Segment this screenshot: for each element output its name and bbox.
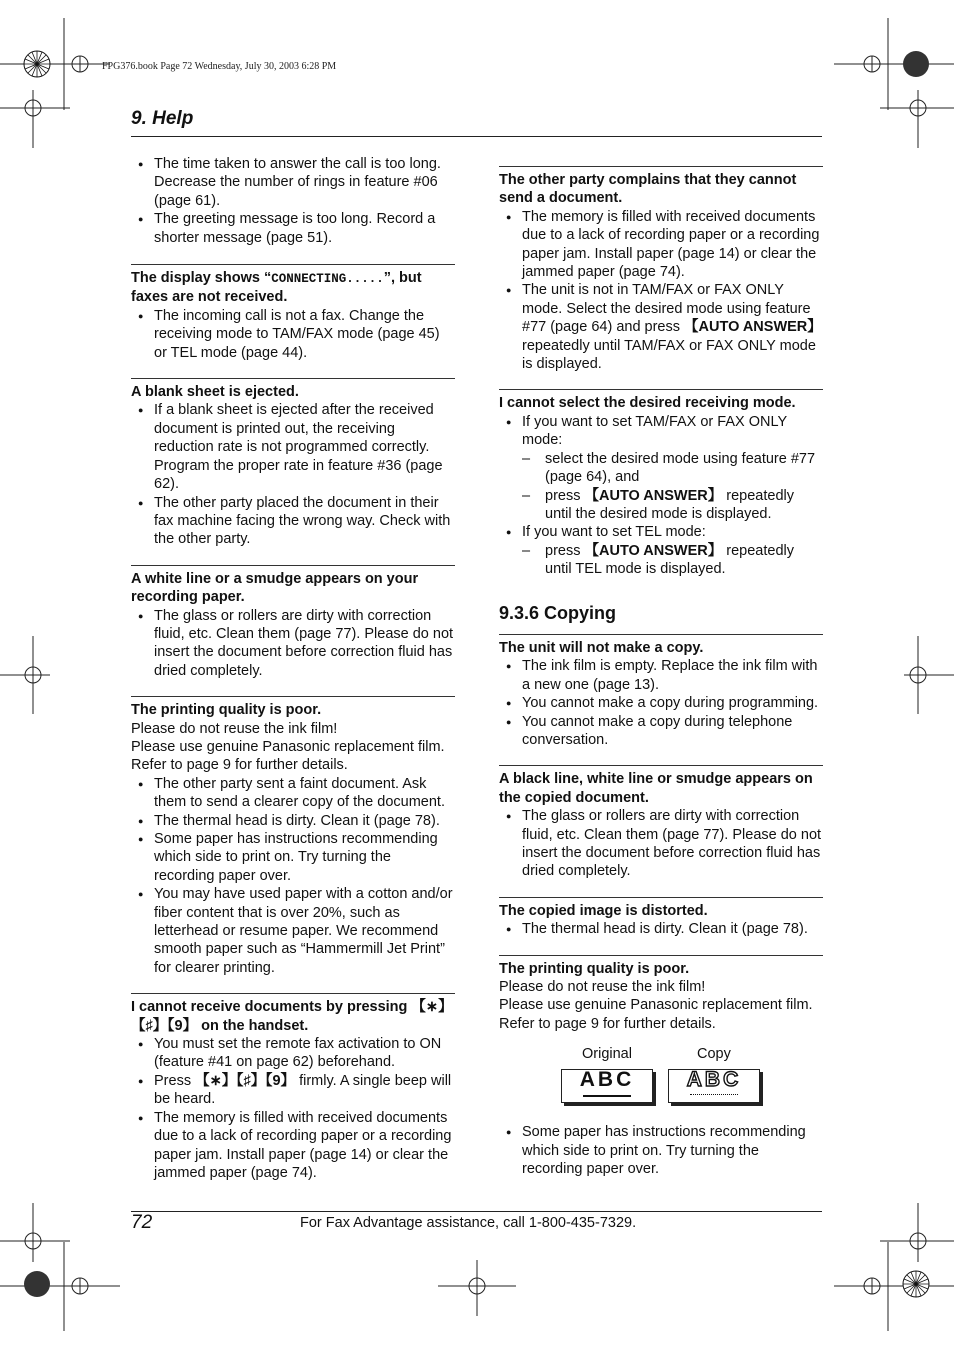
list-item: [131, 1072, 455, 1109]
key-label: 【∗】【♯】【9】: [195, 1072, 296, 1089]
footer-assistance: For Fax Advantage assistance, call 1-800-435-7329.: [300, 1215, 637, 1231]
list-item: ● Some paper has instructions recommending which side to print on. Try turning the recording paper over.: [499, 1123, 823, 1178]
copy-quality-section: [499, 955, 823, 1179]
text-part: press: [545, 487, 585, 504]
text-part: repeatedly until the desired mode is displayed.: [545, 487, 794, 522]
text-part: The unit is not in TAM/FAX or FAX ONLY mode. Select the desired mode using feature #77 (page 64) and press: [522, 282, 811, 336]
list-item: ● The thermal head is dirty. Clean it (page 78).: [499, 920, 823, 938]
copying-heading: 9.3.6 Copying: [499, 602, 617, 623]
distorted-bullets: [499, 920, 823, 938]
list-item: ● The glass or rollers are dirty with correction fluid, etc. Clean them (page 77). Please do not insert the document before correction fluid has dried completely.: [499, 807, 823, 881]
list-item: ● If a blank sheet is ejected after the received document is printed out, the receiving reduction rate is not programmed correctly. Program the proper rate in feature #36 (page 62).: [131, 401, 455, 493]
list-item: ● The glass or rollers are dirty with correction fluid, etc. Clean them (page 77). Please do not insert the document before correction fluid has dried completely.: [131, 607, 455, 681]
whiteline-section: [131, 565, 455, 680]
sample-copy-box: [668, 1069, 760, 1103]
paragraph: Please use genuine Panasonic replacement film. Refer to page 9 for further details.: [131, 738, 445, 774]
blank-section: [131, 378, 455, 549]
sample-original-text: ABC: [579, 1068, 635, 1092]
header-rule: [131, 136, 822, 137]
section-title: The printing quality is poor.: [499, 960, 690, 977]
handset-bullets: [131, 1035, 455, 1182]
list-item: ● You cannot make a copy during telephone conversation.: [499, 713, 823, 750]
dash-item: [522, 487, 823, 524]
black-line-section: [499, 765, 823, 880]
quality-section: [131, 696, 455, 977]
dash-item: [522, 542, 823, 579]
receiving-mode-section: [499, 389, 823, 578]
no-copy-section: [499, 634, 823, 749]
sample-original-box: [561, 1069, 653, 1103]
list-item: ● The other party placed the document in their fax machine facing the wrong way. Check with the other party.: [131, 494, 455, 549]
section-title: I cannot receive documents by pressing 【∗】【♯】【9】 on the handset.: [131, 999, 453, 1034]
cannot-send-bullets: [499, 208, 823, 374]
sample-original-label: Original: [582, 1046, 632, 1063]
list-item: ● The time taken to answer the call is too long. Decrease the number of rings in feature #06 (page 61).: [131, 155, 455, 210]
list-item: [499, 413, 823, 523]
paragraph: Please do not reuse the ink film!: [499, 979, 706, 996]
display-section: [131, 264, 455, 362]
print-samples-figure: [499, 1045, 823, 1115]
list-item: ● The memory is filled with received documents due to a lack of recording paper or a recording paper jam. Install paper (page 14) or clear the jammed paper (page 74).: [131, 1109, 455, 1183]
list-item: ● The incoming call is not a fax. Change the receiving mode to TAM/FAX mode (page 45) or TEL mode (page 44).: [131, 307, 455, 362]
title-part: The display shows “: [131, 270, 272, 287]
paragraph: Please do not reuse the ink film!: [131, 720, 338, 737]
list-item: ● You cannot make a copy during programming.: [499, 694, 823, 712]
key-label: 【AUTO ANSWER】: [584, 487, 723, 504]
underline: [690, 1094, 738, 1095]
page-number: 72: [131, 1212, 153, 1233]
no-copy-bullets: [499, 657, 823, 749]
list-item: ● You must set the remote fax activation to ON (feature #41 on page 62) beforehand.: [131, 1035, 455, 1072]
section-title: A white line or a smudge appears on your recording paper.: [131, 570, 419, 606]
text-part: repeatedly until TEL mode is displayed.: [545, 542, 794, 578]
section-title: The copied image is distorted.: [499, 902, 708, 919]
list-item: [499, 523, 823, 578]
receiving-mode-bullets: [499, 413, 823, 579]
section-title: A blank sheet is ejected.: [131, 384, 299, 401]
dash-item: – select the desired mode using feature #77 (page 64), and: [522, 450, 823, 487]
display-code: CONNECTING.....: [271, 272, 384, 287]
black-line-bullets: [499, 807, 823, 881]
intro-section: [131, 155, 455, 247]
list-item: ● The greeting message is too long. Record a shorter message (page 51).: [131, 210, 455, 247]
list-item: ● The thermal head is dirty. Clean it (page 78).: [131, 812, 455, 830]
right-column: [499, 166, 823, 1178]
running-head: 9. Help: [131, 108, 194, 129]
text-part: press: [545, 542, 585, 559]
sample-copy-text: ABC: [686, 1068, 742, 1092]
list-item: ● You may have used paper with a cotton and/or fiber content that is over 20%, such as letterhead or resume paper. We recommend smooth paper such as “Hammermill Jet Print” for clearer printing.: [131, 885, 455, 977]
section-title: The printing quality is poor.: [131, 702, 322, 719]
quality-bullets: [131, 775, 455, 977]
print-info: FPG376.book Page 72 Wednesday, July 30, 2003 6:28 PM: [102, 61, 337, 72]
handset-section: [131, 993, 455, 1182]
text-part: If you want to set TEL mode:: [522, 524, 706, 541]
copy-quality-bullets: [499, 1123, 823, 1178]
underline: [583, 1095, 631, 1097]
display-bullets: [131, 307, 455, 362]
intro-bullets: [131, 155, 455, 247]
dash-list: [522, 542, 823, 579]
list-item: [499, 281, 823, 373]
dash-list: [522, 450, 823, 524]
key-label: 【AUTO ANSWER】: [684, 319, 822, 336]
list-item: ● The ink film is empty. Replace the ink film with a new one (page 13).: [499, 657, 823, 694]
text-part: If you want to set TAM/FAX or FAX ONLY mode:: [522, 413, 787, 449]
key-label: 【AUTO ANSWER】: [584, 542, 723, 559]
section-title: [131, 269, 455, 307]
section-title: The other party complains that they cannot send a document.: [499, 172, 797, 207]
blank-bullets: [131, 401, 455, 548]
title-part: ”, but faxes are not received.: [131, 270, 422, 306]
section-title: A black line, white line or smudge appears on the copied document.: [499, 771, 813, 806]
section-title: I cannot select the desired receiving mode.: [499, 395, 796, 412]
section-title: The unit will not make a copy.: [499, 639, 704, 656]
sample-copy-label: Copy: [697, 1046, 731, 1063]
list-item: ● Some paper has instructions recommending which side to print on. Try turning the recording paper over.: [131, 830, 455, 885]
distorted-section: [499, 897, 823, 939]
left-column: [131, 155, 455, 1182]
list-item: ● The other party sent a faint document. Ask them to send a clearer copy of the document.: [131, 775, 455, 812]
footer-rule: [131, 1211, 822, 1212]
text-part: firmly. A single beep will be heard.: [154, 1072, 452, 1108]
paragraph: Please use genuine Panasonic replacement film. Refer to page 9 for further details.: [499, 997, 813, 1032]
list-item: ● The memory is filled with received documents due to a lack of recording paper or a recording paper jam. Install paper (page 14) or clear the jammed paper (page 74).: [499, 208, 823, 282]
whiteline-bullets: [131, 607, 455, 681]
cannot-send-section: [499, 166, 823, 373]
text-part: repeatedly until TAM/FAX or FAX ONLY mode is displayed.: [522, 337, 816, 373]
text-part: Press: [154, 1072, 196, 1089]
